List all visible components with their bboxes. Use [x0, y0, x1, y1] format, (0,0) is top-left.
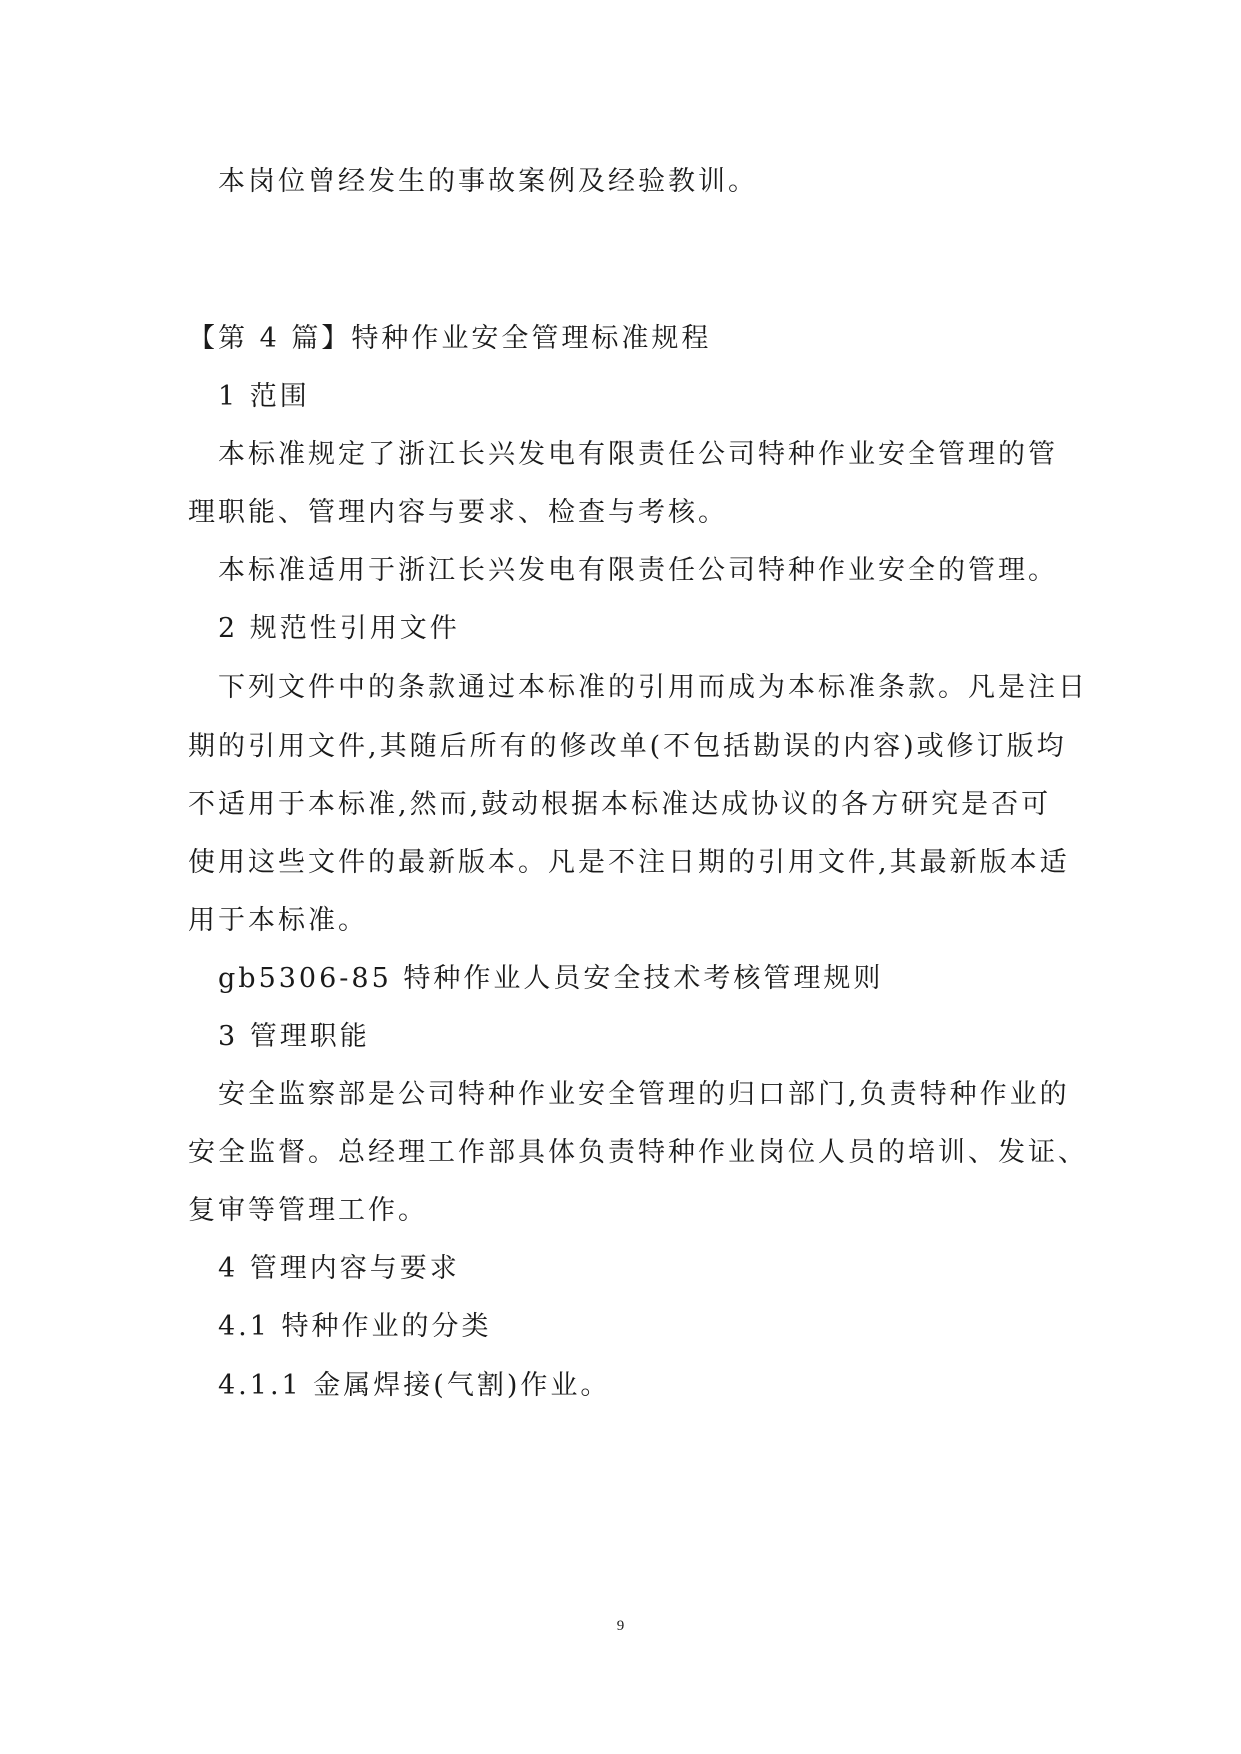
paragraph-line: 本标准规定了浙江长兴发电有限责任公司特种作业安全管理的管 [218, 439, 1058, 470]
reference-entry: gb5306-85 特种作业人员安全技术考核管理规则 [218, 963, 884, 994]
paragraph-line: 安全监督。总经理工作部具体负责特种作业岗位人员的培训、发证、 [188, 1137, 1088, 1168]
paragraph-line: 不适用于本标准,然而,鼓动根据本标准达成协议的各方研究是否可 [188, 789, 1052, 820]
paragraph-line: 期的引用文件,其随后所有的修改单(不包括勘误的内容)或修订版均 [188, 731, 1067, 762]
paragraph-line: 使用这些文件的最新版本。凡是不注日期的引用文件,其最新版本适 [188, 847, 1070, 878]
subheading-classification: 4.1 特种作业的分类 [218, 1311, 492, 1342]
heading-functions: 3 管理职能 [218, 1021, 370, 1052]
paragraph-line: 下列文件中的条款通过本标准的引用而成为本标准条款。凡是注日 [218, 672, 1088, 703]
heading-content: 4 管理内容与要求 [218, 1253, 460, 1284]
paragraph-line: 理职能、管理内容与要求、检查与考核。 [188, 497, 728, 528]
paragraph-line: 本标准适用于浙江长兴发电有限责任公司特种作业安全的管理。 [218, 555, 1058, 586]
section-title: 【第 4 篇】特种作业安全管理标准规程 [188, 323, 712, 354]
paragraph-line: 本岗位曾经发生的事故案例及经验教训。 [218, 166, 758, 197]
subheading-item: 4.1.1 金属焊接(气割)作业。 [218, 1370, 611, 1401]
paragraph-line: 安全监察部是公司特种作业安全管理的归口部门,负责特种作业的 [218, 1079, 1070, 1110]
heading-references: 2 规范性引用文件 [218, 613, 460, 644]
paragraph-line: 复审等管理工作。 [188, 1195, 428, 1226]
page-number: 9 [616, 1618, 625, 1634]
paragraph-line: 用于本标准。 [188, 905, 368, 936]
heading-scope: 1 范围 [218, 381, 310, 412]
